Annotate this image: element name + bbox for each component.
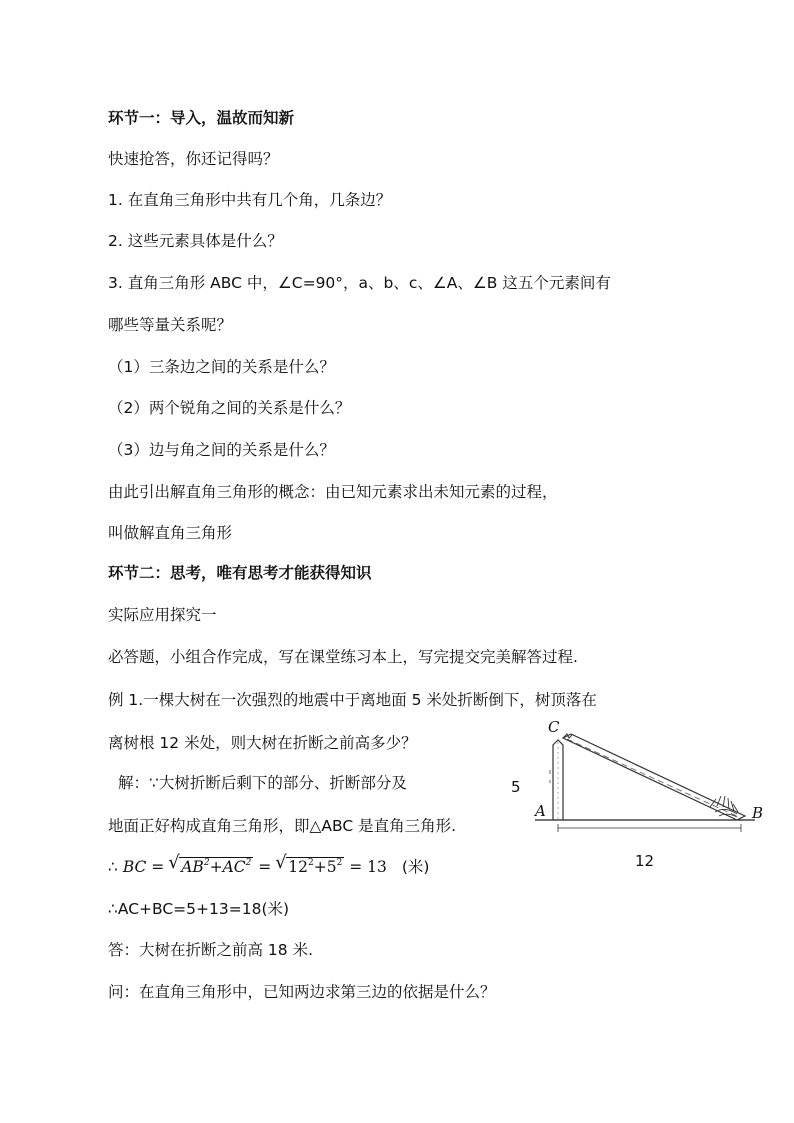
section2-subtitle: 实际应用探究一 <box>108 606 217 624</box>
task-instruction: 必答题，小组合作完成，写在课堂练习本上，写完提交完美解答过程. <box>108 648 578 666</box>
label-side-5: 5 <box>511 778 521 796</box>
concept-line2: 叫做解直角三角形 <box>108 524 233 542</box>
concept-line1: 由此引出解直角三角形的概念：由已知元素求出未知元素的过程， <box>108 483 558 501</box>
sqrt-ab-ac: √ $AB^2+AC^2$ <box>169 856 253 878</box>
sqrt-numeric: √ $12^2+5^2$ <box>276 856 344 878</box>
formula-line: ∴ BC = √ $AB^2+AC^2$ = √ $12^2+5^2 = 13$ (米) <box>108 856 429 878</box>
sum-line: ∴AC+BC=5+13=18(米) <box>108 900 290 918</box>
sub-question-1: （1）三条边之间的关系是什么？ <box>108 358 335 376</box>
label-A: A <box>535 802 546 820</box>
broken-tree-figure <box>505 712 775 877</box>
solution-line1: 解：∵大树折断后剩下的部分、折断部分及 <box>118 774 407 792</box>
label-side-12: 12 <box>635 852 655 870</box>
example-line1: 例 1.一棵大树在一次强烈的地震中于离地面 5 米处折断倒下，树顶落在 <box>108 691 597 709</box>
answer-line: 答：大树在折断之前高 18 米. <box>108 941 314 959</box>
therefore-symbol: ∴ <box>108 858 118 876</box>
formula-unit: (米) <box>401 858 430 876</box>
example-line2: 离树根 12 米处，则大树在折断之前高多少？ <box>108 734 417 752</box>
section2-heading: 环节二：思考，唯有思考才能获得知识 <box>108 564 372 582</box>
sub-question-3: （3）边与角之间的关系是什么？ <box>108 441 335 459</box>
question-1: 1. 在直角三角形中共有几个角，几条边？ <box>108 191 392 209</box>
solution-line2: 地面正好构成直角三角形，即△ABC 是直角三角形. <box>108 817 457 835</box>
label-C: C <box>548 718 560 736</box>
question-3-line2: 哪些等量关系呢？ <box>108 316 233 334</box>
question-3-line1: 3. 直角三角形 ABC 中，∠C=90°，a、b、c、∠A、∠B 这五个元素间有 <box>108 274 611 292</box>
formula-result: = 13 <box>349 858 387 876</box>
sub-question-2: （2）两个锐角之间的关系是什么？ <box>108 399 351 417</box>
section1-heading: 环节一：导入，温故而知新 <box>108 109 295 127</box>
followup-question: 问：在直角三角形中，已知两边求第三边的依据是什么？ <box>108 983 496 1001</box>
quick-quiz-intro: 快速抢答，你还记得吗？ <box>108 150 279 168</box>
question-2: 2. 这些元素具体是什么？ <box>108 232 283 250</box>
formula-lhs: BC <box>122 858 147 876</box>
label-B: B <box>752 804 764 822</box>
